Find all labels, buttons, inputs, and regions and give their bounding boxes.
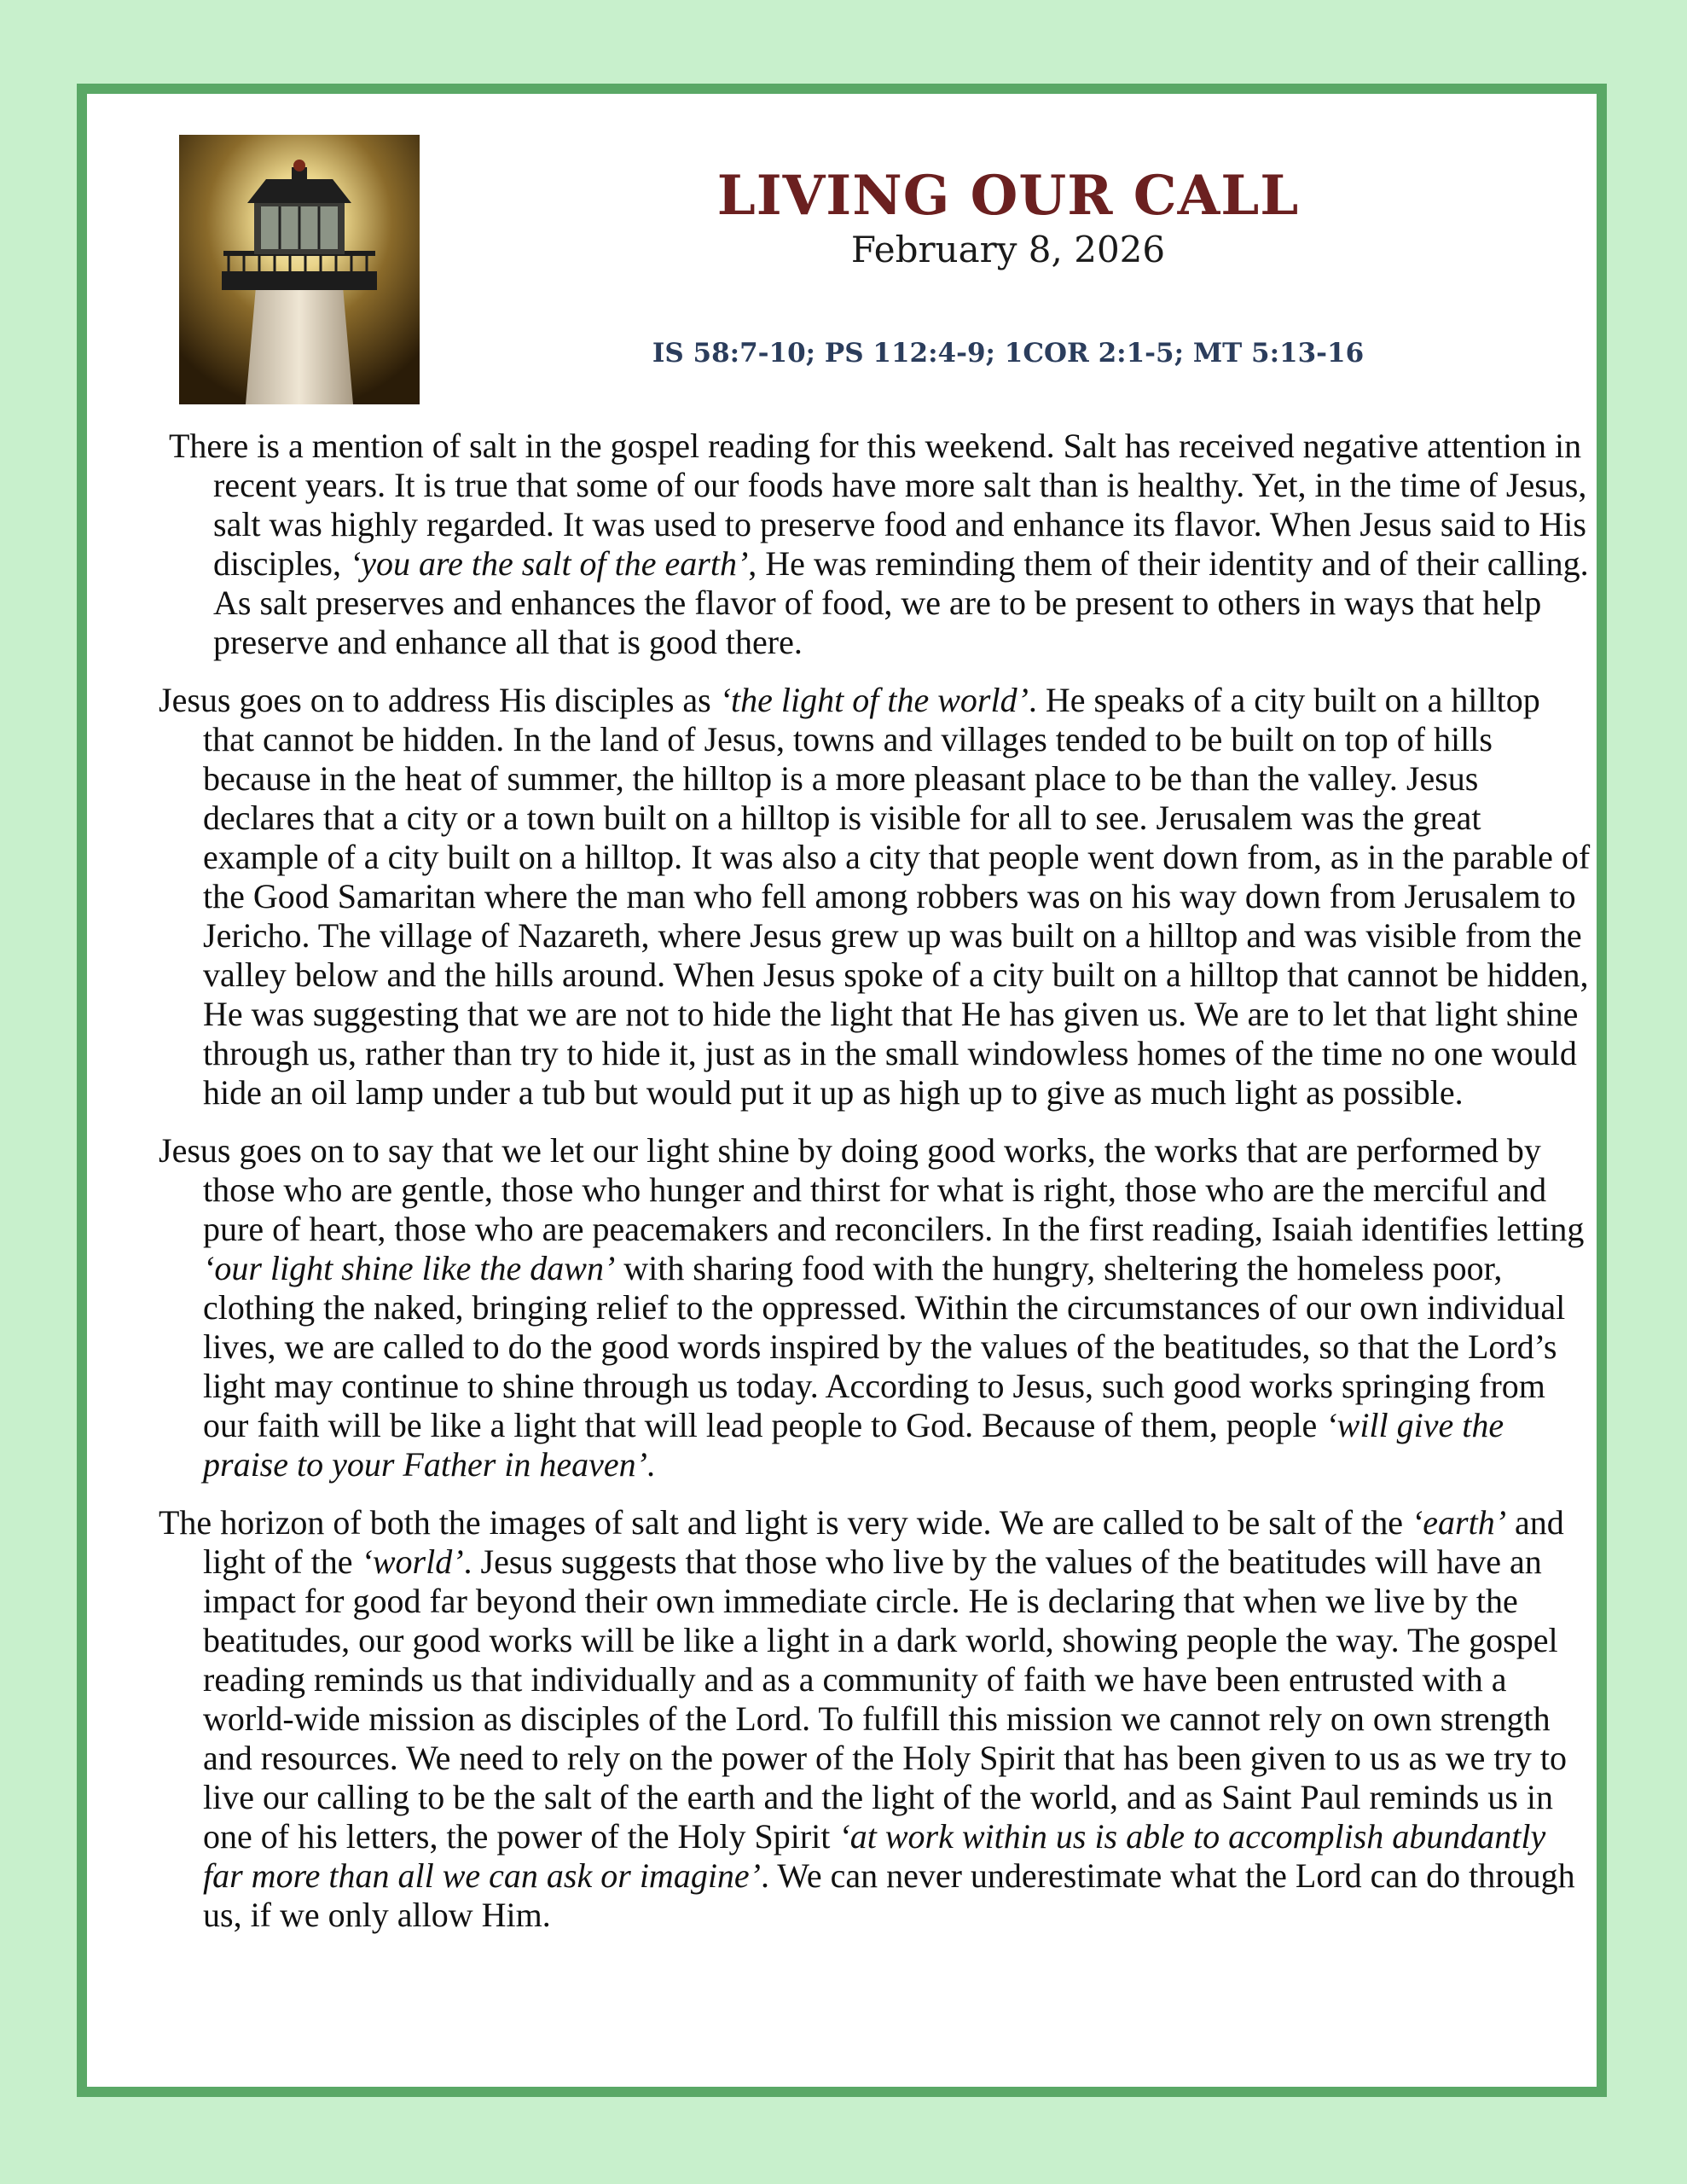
scripture-readings: IS 58:7-10; PS 112:4-9; 1COR 2:1-5; MT 5:13-16 <box>652 338 1365 369</box>
quoted-scripture: ‘at work within us is able to accomplish abundantly far more than all we can ask or imagine’ <box>203 1817 1546 1895</box>
quoted-scripture: ‘the light of the world’ <box>719 681 1029 719</box>
lighthouse-icon <box>179 135 420 404</box>
paragraph-text: . Jesus suggests that those who live by the values of the beatitudes will have an impact for good far beyond their own immediate circle. He is declaring that when we live by the beatitudes, our good works will be like a light in a dark world, showing people the way. The gospel reading reminds us that individually and as a community of faith we have been entrusted with a world-wide mission as disciples of the Lord. To fulfill this mission we cannot rely on own strength and resources. We need to rely on the power of the Holy Spirit that has been given to us as we try to live our calling to be the salt of the earth and the light of the world, and as Saint Paul reminds us in one of his letters, the power of the Holy Spirit <box>203 1542 1567 1856</box>
paragraph-text: . He speaks of a city built on a hilltop that cannot be hidden. In the land of Jesus, towns and villages tended to be built on top of hills because in the heat of summer, the hilltop is a more pleasant place to be than the valley. Jesus declares that a city or a town built on a hilltop is visible for all to see. Jerusalem was the great example of a city built on a hilltop. It was also a city that people went down from, as in the parable of the Good Samaritan where the man who fell among robbers was on his way down from Jerusalem to Jericho. The village of Nazareth, where Jesus grew up was built on a hilltop and was visible from the valley below and the hills around. When Jesus spoke of a city built on a hilltop that cannot be hidden, He was suggesting that we are not to hide the light that He has given us. We are to let that light shine through us, rather than try to hide it, just as in the small windowless homes of the time no one would hide an oil lamp under a tub but would put it up as high up to give as much light as possible. <box>203 681 1591 1112</box>
quoted-scripture: ‘our light shine like the dawn’ <box>203 1249 616 1287</box>
reflection-body <box>159 427 1591 1954</box>
paragraph-text: , He was reminding them of their identity and of their calling. As salt preserves and enhances the flavor of food, we are to be present to others in ways that help preserve and enhance all that is good there. <box>213 544 1589 661</box>
lighthouse-photo <box>179 135 420 404</box>
quoted-scripture: ‘world’ <box>361 1542 464 1581</box>
paragraph <box>159 1131 1591 1484</box>
quoted-scripture: ‘earth’ <box>1411 1503 1507 1542</box>
date: February 8, 2026 <box>850 229 1166 270</box>
paragraph <box>159 681 1591 1112</box>
paragraph-text: Jesus goes on to say that we let our light shine by doing good works, the works that are performed by those who are gentle, those who hunger and thirst for what is right, those who are the merciful and pure of heart, those who are peacemakers and reconcilers. In the first reading, Isaiah identifies letting <box>159 1131 1585 1248</box>
quoted-scripture: ‘you are the salt of the earth’ <box>349 544 749 583</box>
page-title: LIVING OUR CALL <box>716 164 1300 228</box>
paragraph-text: The horizon of both the images of salt and light is very wide. We are called to be salt of the <box>159 1503 1412 1542</box>
paragraph-text: There is a mention of salt in the gospel reading for this weekend. Salt has received negative attention in recent years. It is true that some of our foods have more salt than is healthy. Yet, in the time of Jesus, salt was highly regarded. It was used to preserve food and enhance its flavor. When Jesus said to His disciples, <box>169 427 1587 583</box>
quoted-scripture: ‘will give the praise to your Father in heaven’. <box>203 1406 1504 1484</box>
paragraph <box>169 427 1591 662</box>
paragraph-text: . We can never underestimate what the Lord can do through us, if we only allow Him. <box>203 1856 1575 1934</box>
paragraph-text: Jesus goes on to address His disciples as <box>159 681 720 719</box>
page-frame <box>77 84 1607 2097</box>
paragraph-text: and light of the <box>203 1503 1564 1581</box>
paragraph-text: with sharing food with the hungry, sheltering the homeless poor, clothing the naked, bringing relief to the oppressed. Within the circumstances of our own individual lives, we are called to do the good words inspired by the values of the beatitudes, so that the Lord’s light may continue to shine through us today. According to Jesus, such good works springing from our faith will be like a light that will lead people to God. Because of them, people <box>203 1249 1566 1444</box>
paragraph <box>159 1503 1591 1935</box>
